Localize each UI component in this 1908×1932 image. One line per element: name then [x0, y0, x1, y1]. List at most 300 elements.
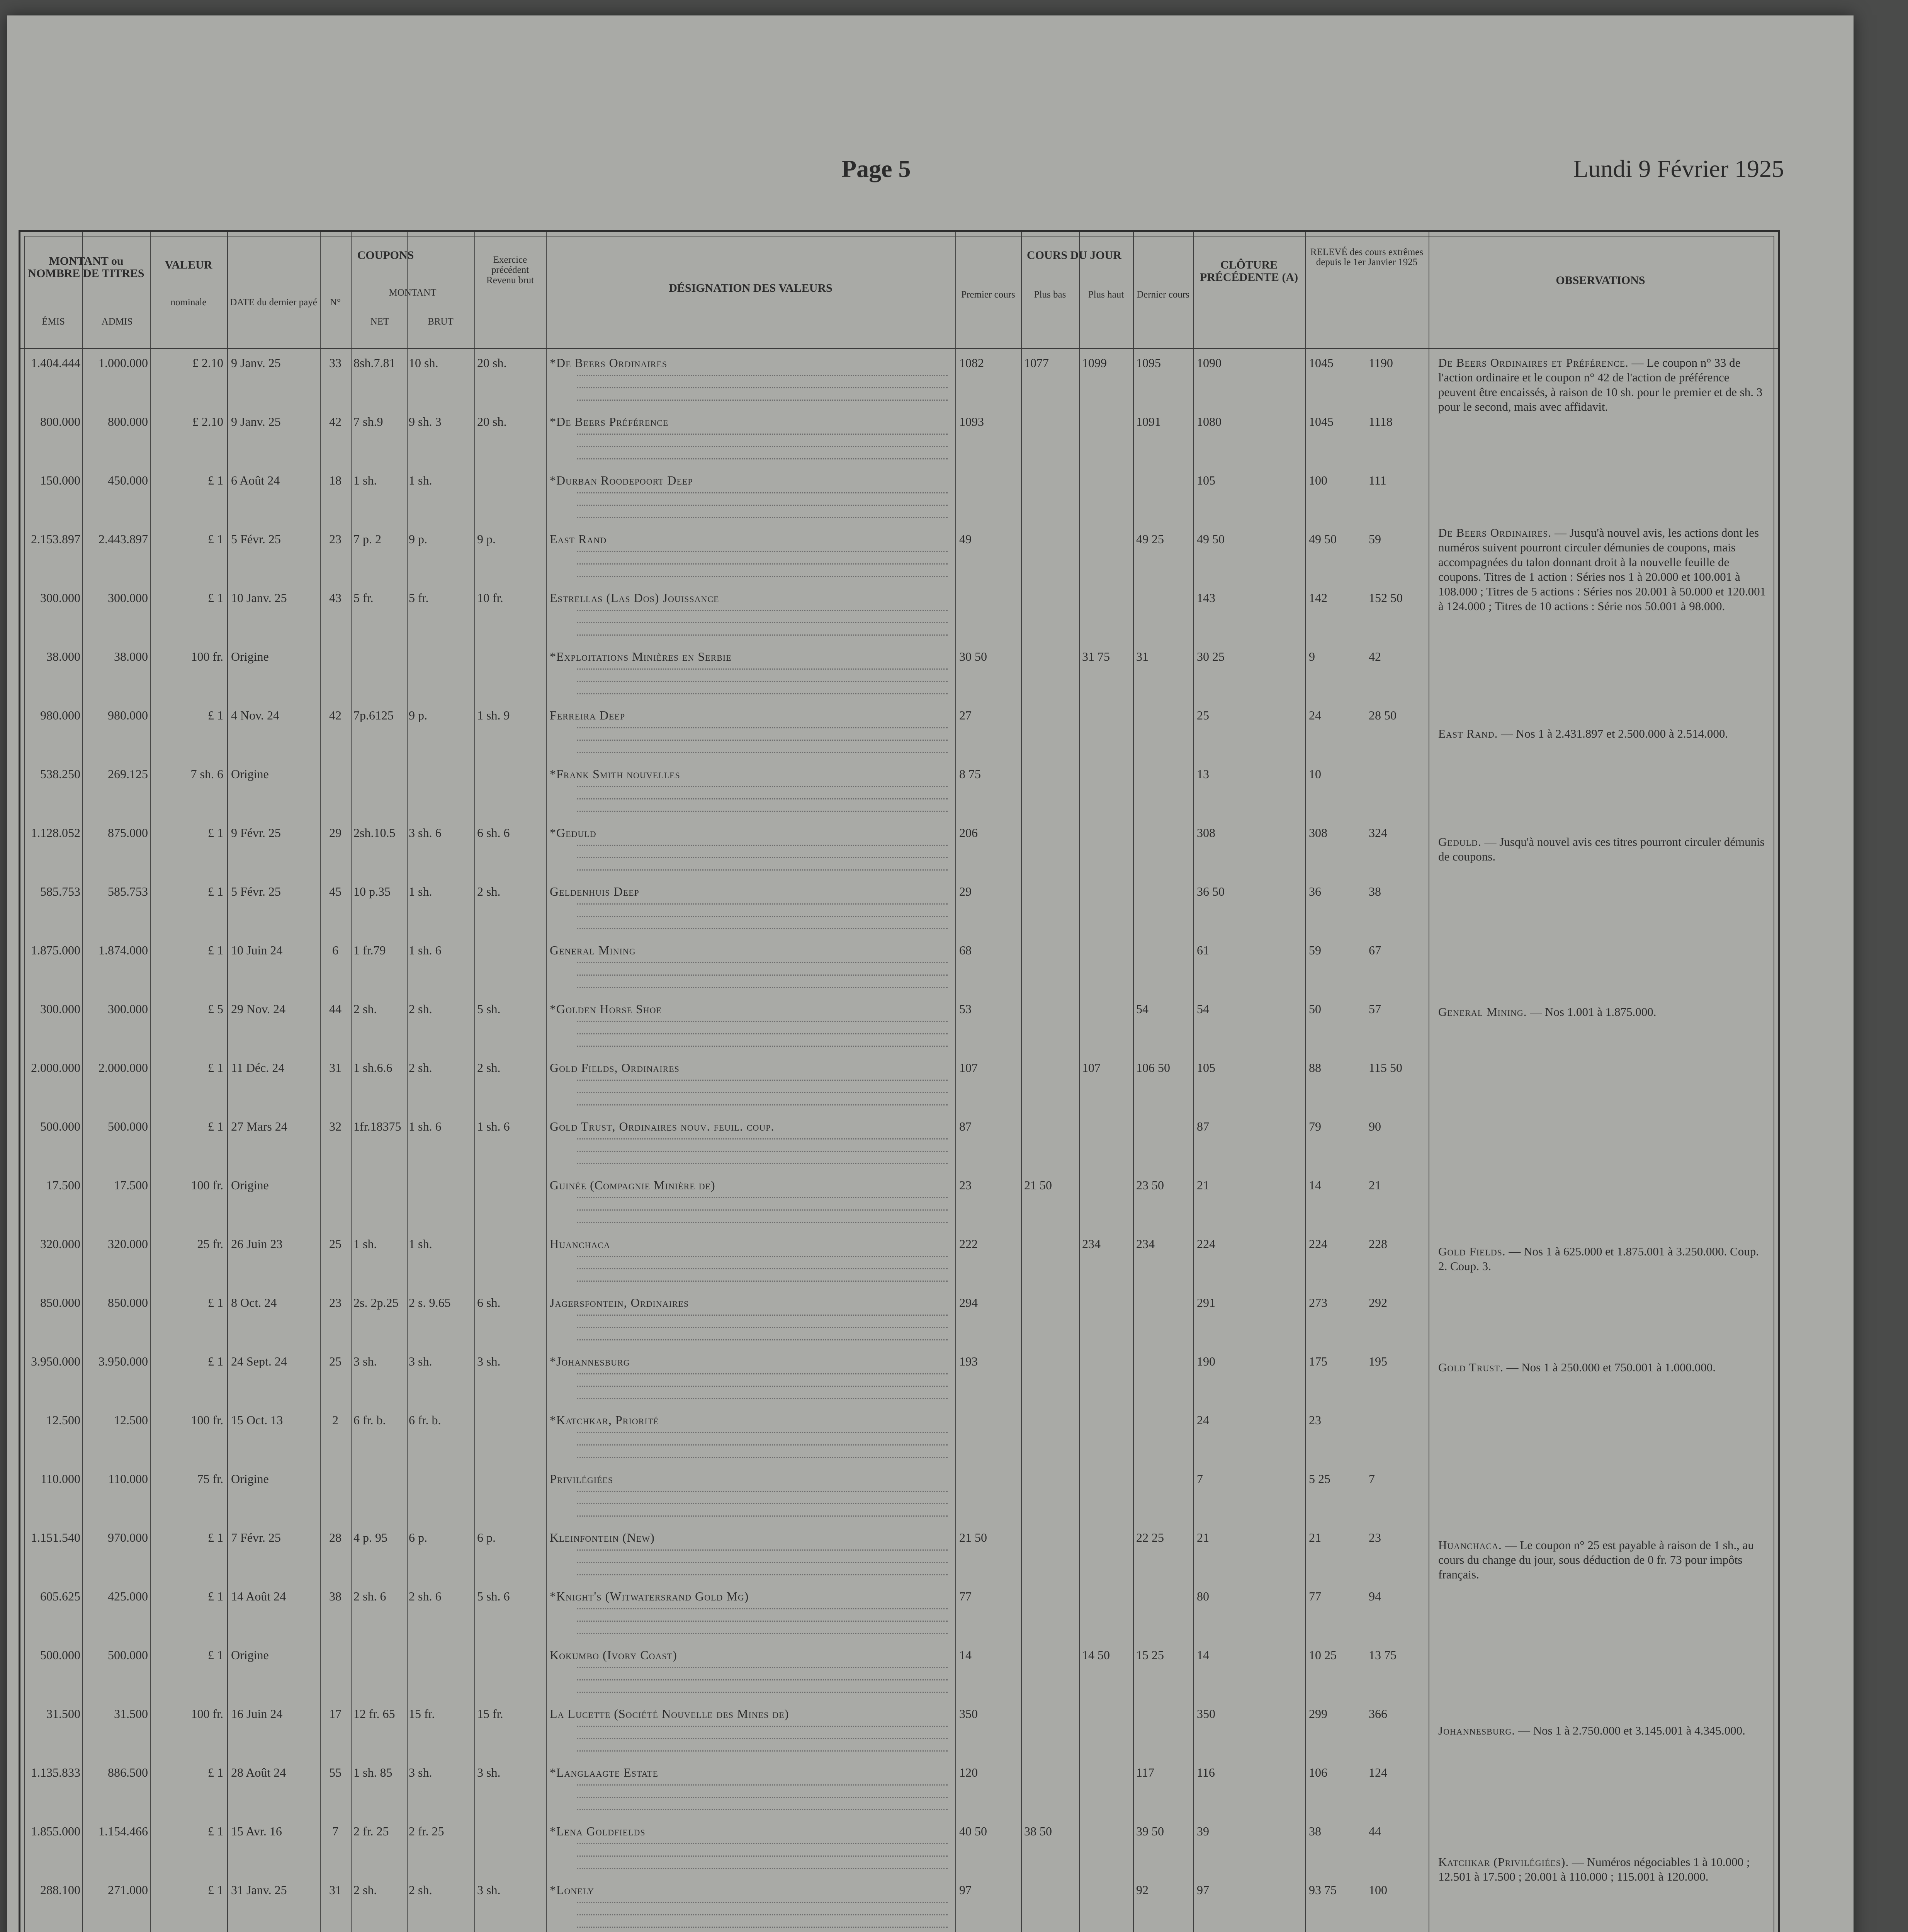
cell-cloture: 21 — [1197, 1178, 1209, 1192]
cell-designation: *Frank Smith nouvelles — [550, 767, 680, 781]
dotted-leader — [577, 1503, 948, 1504]
cell-releve-bas: 292 — [1369, 1296, 1387, 1310]
cell-designation: *Johannesburg — [550, 1354, 630, 1368]
cell-releve-bas: 13 75 — [1369, 1648, 1397, 1662]
cell-releve-bas: 195 — [1369, 1354, 1387, 1368]
dotted-leader — [577, 1315, 948, 1316]
cell-exercice: 6 sh. 6 — [477, 826, 510, 840]
cell-bas: 38 50 — [1024, 1824, 1052, 1838]
dotted-leader — [577, 786, 948, 787]
cell-brut: 15 fr. — [409, 1707, 435, 1721]
cell-net: 6 fr. b. — [353, 1413, 386, 1427]
dotted-leader — [577, 1738, 948, 1739]
dotted-leader — [577, 1667, 948, 1668]
dotted-leader — [577, 1855, 948, 1857]
cell-emis: 1.151.540 — [31, 1531, 80, 1544]
cell-releve-bas: 7 — [1369, 1472, 1375, 1486]
cell-premier: 40 50 — [959, 1824, 987, 1838]
table-row — [20, 943, 1778, 989]
cell-net: 1 sh. — [353, 473, 377, 487]
observation-title: General Mining. — [1438, 1005, 1527, 1019]
header-montant-coupon: MONTANT — [389, 287, 437, 298]
cell-no: 2 — [332, 1413, 338, 1427]
cell-exercice: 6 sh. — [477, 1296, 501, 1310]
cell-brut: 2 sh. — [409, 1002, 432, 1016]
cell-brut: 9 p. — [409, 708, 427, 722]
cell-admis: 886.500 — [108, 1765, 148, 1779]
header-releve: RELEVÉ des cours extrêmes depuis le 1er Janvier 1925 — [1310, 247, 1424, 268]
cell-haut: 107 — [1082, 1061, 1101, 1075]
cell-admis: 500.000 — [108, 1648, 148, 1662]
cell-admis: 980.000 — [108, 708, 148, 722]
cell-exercice: 6 p. — [477, 1531, 496, 1544]
running-head — [7, 147, 1854, 189]
cell-releve-haut: 175 — [1309, 1354, 1327, 1368]
observation-title: Huanchaca. — [1438, 1538, 1502, 1552]
cell-net: 2s. 2p.25 — [353, 1296, 399, 1310]
cell-valeur: £ 1 — [208, 1765, 223, 1779]
cell-premier: 53 — [959, 1002, 972, 1016]
cell-emis: 585.753 — [40, 884, 80, 898]
cell-haut: 234 — [1082, 1237, 1101, 1251]
dotted-leader — [577, 1457, 948, 1458]
cell-admis: 425.000 — [108, 1589, 148, 1603]
cell-emis: 1.875.000 — [31, 943, 80, 957]
cell-dernier: 23 50 — [1136, 1178, 1164, 1192]
cell-releve-bas: 57 — [1369, 1002, 1381, 1016]
table-row — [20, 1648, 1778, 1694]
cell-premier: 30 50 — [959, 650, 987, 663]
cell-releve-haut: 14 — [1309, 1178, 1321, 1192]
cell-designation: *Geduld — [550, 826, 596, 840]
dotted-leader — [577, 1432, 948, 1433]
header-admis: ADMIS — [101, 316, 133, 327]
cell-premier: 23 — [959, 1178, 972, 1192]
cell-valeur: 100 fr. — [191, 650, 223, 663]
dotted-leader — [577, 1327, 948, 1328]
cell-admis: 300.000 — [108, 591, 148, 605]
header-exercice: Exercice précédent Revenu brut — [486, 255, 534, 286]
dotted-leader — [577, 1080, 948, 1081]
header-brut: BRUT — [428, 316, 454, 327]
cell-cloture: 54 — [1197, 1002, 1209, 1016]
cell-date: 31 Janv. 25 — [231, 1883, 287, 1897]
observation-note — [1438, 726, 1767, 741]
cell-valeur: £ 1 — [208, 532, 223, 546]
cell-date: 14 Août 24 — [231, 1589, 286, 1603]
cell-date: 28 Août 24 — [231, 1765, 286, 1779]
cell-designation: Geldenhuis Deep — [550, 884, 639, 898]
cell-no: 33 — [329, 356, 342, 370]
header-plus-bas: Plus bas — [1034, 289, 1066, 300]
cell-brut: 6 p. — [409, 1531, 427, 1544]
dotted-leader — [577, 1092, 948, 1093]
cell-brut: 1 sh. — [409, 1237, 432, 1251]
cell-cloture: 350 — [1197, 1707, 1215, 1721]
cell-cloture: 105 — [1197, 473, 1215, 487]
cell-admis: 800.000 — [108, 415, 148, 429]
cell-date: 10 Juin 24 — [231, 943, 283, 957]
cell-exercice: 9 p. — [477, 532, 496, 546]
cell-date: 5 Févr. 25 — [231, 884, 281, 898]
observation-note — [1438, 1005, 1767, 1019]
observation-title: Katchkar (Privilégiées). — [1438, 1855, 1569, 1869]
cell-net: 2 sh. — [353, 1883, 377, 1897]
cell-designation: Privilégiées — [550, 1472, 613, 1486]
cell-emis: 500.000 — [40, 1648, 80, 1662]
cell-date: 29 Nov. 24 — [231, 1002, 286, 1016]
cell-date: 26 Juin 23 — [231, 1237, 283, 1251]
cell-designation: *De Beers Ordinaires — [550, 356, 668, 370]
cell-bas: 21 50 — [1024, 1178, 1052, 1192]
cell-no: 7 — [332, 1824, 338, 1838]
cell-admis: 1.000.000 — [99, 356, 148, 370]
cell-releve-bas: 23 — [1369, 1531, 1381, 1544]
cell-date: 6 Août 24 — [231, 473, 280, 487]
cell-premier: 1082 — [959, 356, 984, 370]
header-separator — [20, 348, 1778, 349]
cell-valeur: £ 1 — [208, 1061, 223, 1075]
cell-releve-bas: 94 — [1369, 1589, 1381, 1603]
cell-admis: 450.000 — [108, 473, 148, 487]
dotted-leader — [577, 446, 948, 447]
observation-note — [1438, 835, 1767, 864]
header-date-dernier: DATE du dernier payé — [230, 297, 317, 308]
observation-note — [1438, 1360, 1767, 1375]
dotted-leader — [577, 903, 948, 905]
cell-premier: 27 — [959, 708, 972, 722]
cell-brut: 1 sh. — [409, 884, 432, 898]
cell-releve-haut: 308 — [1309, 826, 1327, 840]
cell-designation: *Lonely — [550, 1883, 594, 1897]
table-row — [20, 1119, 1778, 1165]
cell-exercice: 20 sh. — [477, 356, 507, 370]
cell-no: 25 — [329, 1237, 342, 1251]
cell-dernier: 117 — [1136, 1765, 1154, 1779]
cell-premier: 87 — [959, 1119, 972, 1133]
cell-designation: Kleinfontein (New) — [550, 1531, 655, 1544]
cell-emis: 800.000 — [40, 415, 80, 429]
observation-text: — Nos 1.001 à 1.875.000. — [1530, 1005, 1657, 1019]
cell-date: 9 Janv. 25 — [231, 415, 281, 429]
cell-dernier: 22 25 — [1136, 1531, 1164, 1544]
table-row — [20, 1471, 1778, 1518]
cell-releve-bas: 38 — [1369, 884, 1381, 898]
cell-emis: 12.500 — [46, 1413, 80, 1427]
cell-valeur: 100 fr. — [191, 1707, 223, 1721]
cell-valeur: £ 1 — [208, 1119, 223, 1133]
dotted-leader — [577, 634, 948, 636]
cell-premier: 77 — [959, 1589, 972, 1603]
cell-date: 24 Sept. 24 — [231, 1354, 287, 1368]
dotted-leader — [577, 551, 948, 552]
header-net: NET — [370, 316, 389, 327]
cell-no: 32 — [329, 1119, 342, 1133]
newspaper-page — [7, 15, 1854, 1932]
dotted-leader — [577, 576, 948, 577]
cell-cloture: 97 — [1197, 1883, 1209, 1897]
cell-valeur: 75 fr. — [197, 1472, 223, 1486]
cell-admis: 38.000 — [114, 650, 148, 663]
cell-date: 16 Juin 24 — [231, 1707, 283, 1721]
cell-admis: 300.000 — [108, 1002, 148, 1016]
cell-net: 3 sh. — [353, 1354, 377, 1368]
cell-releve-bas: 67 — [1369, 943, 1381, 957]
cell-designation: *Langlaagte Estate — [550, 1765, 658, 1779]
cell-releve-bas: 115 50 — [1369, 1061, 1402, 1075]
cell-valeur: £ 1 — [208, 1824, 223, 1838]
cell-date: 5 Févr. 25 — [231, 532, 281, 546]
dotted-leader — [577, 1033, 948, 1034]
cell-brut: 1 sh. — [409, 473, 432, 487]
cell-emis: 288.100 — [40, 1883, 80, 1897]
dotted-leader — [577, 1444, 948, 1446]
cell-cloture: 80 — [1197, 1589, 1209, 1603]
cell-admis: 500.000 — [108, 1119, 148, 1133]
cell-exercice: 3 sh. — [477, 1354, 501, 1368]
cell-admis: 269.125 — [108, 767, 148, 781]
cell-admis: 110.000 — [108, 1472, 148, 1486]
cell-cloture: 1090 — [1197, 356, 1222, 370]
dotted-leader — [577, 1222, 948, 1223]
observation-title: Johannesburg. — [1438, 1724, 1516, 1737]
dotted-leader — [577, 740, 948, 741]
cell-date: 11 Déc. 24 — [231, 1061, 285, 1075]
table-row — [20, 1295, 1778, 1342]
dotted-leader — [577, 1843, 948, 1844]
cell-releve-haut: 24 — [1309, 708, 1321, 722]
cell-premier: 21 50 — [959, 1531, 987, 1544]
cell-dernier: 49 25 — [1136, 532, 1164, 546]
cell-date: 9 Févr. 25 — [231, 826, 281, 840]
cell-valeur: £ 1 — [208, 884, 223, 898]
cell-releve-haut: 88 — [1309, 1061, 1321, 1075]
cell-net: 2 sh. — [353, 1002, 377, 1016]
cell-no: 29 — [329, 826, 342, 840]
table-row — [20, 1589, 1778, 1635]
dotted-leader — [577, 727, 948, 728]
dotted-leader — [577, 387, 948, 388]
cell-cloture: 308 — [1197, 826, 1215, 840]
cell-valeur: £ 1 — [208, 1589, 223, 1603]
cell-releve-haut: 142 — [1309, 591, 1327, 605]
cell-exercice: 5 sh. 6 — [477, 1589, 510, 1603]
cell-designation: *Durban Roodepoort Deep — [550, 473, 693, 487]
dotted-leader — [577, 622, 948, 623]
page-number: Page 5 — [841, 155, 911, 182]
cell-bas: 1077 — [1024, 356, 1049, 370]
cell-emis: 300.000 — [40, 591, 80, 605]
cell-net: 2sh.10.5 — [353, 826, 396, 840]
cell-emis: 1.855.000 — [31, 1824, 80, 1838]
cell-premier: 14 — [959, 1648, 972, 1662]
dotted-leader — [577, 1281, 948, 1282]
cell-premier: 350 — [959, 1707, 978, 1721]
observation-title: East Rand. — [1438, 727, 1498, 740]
cell-net: 10 p.35 — [353, 884, 391, 898]
cell-valeur: £ 1 — [208, 1296, 223, 1310]
cell-exercice: 2 sh. — [477, 1061, 501, 1075]
cell-cloture: 30 25 — [1197, 650, 1225, 663]
dotted-leader — [577, 1562, 948, 1563]
cell-net: 7 sh.9 — [353, 415, 383, 429]
observation-note — [1438, 1244, 1767, 1274]
cell-releve-bas: 228 — [1369, 1237, 1387, 1251]
dotted-leader — [577, 987, 948, 988]
dotted-leader — [577, 869, 948, 871]
cell-date: 15 Avr. 16 — [231, 1824, 282, 1838]
cell-brut: 6 fr. b. — [409, 1413, 441, 1427]
cell-admis: 1.154.466 — [99, 1824, 148, 1838]
observation-text: — Nos 1 à 2.750.000 et 3.145.001 à 4.345.000. — [1518, 1724, 1745, 1737]
dotted-leader — [577, 1914, 948, 1915]
cell-no: 38 — [329, 1589, 342, 1603]
cell-admis: 2.443.897 — [99, 532, 148, 546]
observation-title: De Beers Ordinaires. — [1438, 526, 1552, 539]
dotted-leader — [577, 975, 948, 976]
cell-releve-bas: 21 — [1369, 1178, 1381, 1192]
table-row — [20, 1883, 1778, 1929]
cell-dernier: 234 — [1136, 1237, 1155, 1251]
cell-exercice: 3 sh. — [477, 1883, 501, 1897]
dotted-leader — [577, 505, 948, 506]
cell-date: 8 Oct. 24 — [231, 1296, 277, 1310]
cell-exercice: 20 sh. — [477, 415, 507, 429]
dotted-leader — [577, 1868, 948, 1869]
cell-valeur: £ 5 — [208, 1002, 223, 1016]
cell-premier: 193 — [959, 1354, 978, 1368]
cell-designation: *De Beers Préférence — [550, 415, 669, 429]
cell-premier: 120 — [959, 1765, 978, 1779]
cell-brut: 3 sh. — [409, 1765, 432, 1779]
cell-brut: 10 sh. — [409, 356, 438, 370]
cell-valeur: £ 1 — [208, 473, 223, 487]
cell-date: Origine — [231, 1648, 269, 1662]
header-plus-haut: Plus haut — [1088, 289, 1124, 300]
header-coupons: COUPONS — [357, 249, 414, 262]
cell-releve-haut: 1045 — [1309, 356, 1334, 370]
cell-admis: 271.000 — [108, 1883, 148, 1897]
table-row — [20, 414, 1778, 461]
dotted-leader — [577, 1574, 948, 1575]
cell-brut: 2 sh. — [409, 1883, 432, 1897]
observation-text: — Le coupon n° 33 de l'action ordinaire et le coupon n° 42 de l'action de préférence peuvent être encaissés, à raison de 10 sh. pour le premier et de sh. 3 pour le second, mais avec affidavit. — [1438, 356, 1763, 413]
cell-valeur: 7 sh. 6 — [190, 767, 223, 781]
cell-no: 17 — [329, 1707, 342, 1721]
dotted-leader — [577, 681, 948, 682]
stock-quotation-table — [19, 230, 1780, 1932]
cell-releve-haut: 10 25 — [1309, 1648, 1337, 1662]
cell-emis: 1.404.444 — [31, 356, 80, 370]
cell-emis: 320.000 — [40, 1237, 80, 1251]
cell-brut: 2 s. 9.65 — [409, 1296, 451, 1310]
cell-releve-bas: 111 — [1369, 473, 1386, 487]
cell-releve-haut: 273 — [1309, 1296, 1327, 1310]
cell-valeur: £ 1 — [208, 591, 223, 605]
cell-no: 23 — [329, 532, 342, 546]
cell-cloture: 1080 — [1197, 415, 1222, 429]
cell-releve-bas: 100 — [1369, 1883, 1387, 1897]
cell-premier: 68 — [959, 943, 972, 957]
observation-title: Geduld. — [1438, 835, 1482, 849]
cell-no: 55 — [329, 1765, 342, 1779]
cell-no: 25 — [329, 1354, 342, 1368]
cell-net: 1 sh.6.6 — [353, 1061, 392, 1075]
cell-net: 1 fr.79 — [353, 943, 386, 957]
dotted-leader — [577, 1256, 948, 1257]
cell-releve-haut: 38 — [1309, 1824, 1321, 1838]
cell-emis: 17.500 — [46, 1178, 80, 1192]
cell-dernier: 54 — [1136, 1002, 1149, 1016]
dotted-leader — [577, 1197, 948, 1198]
cell-releve-bas: 28 50 — [1369, 708, 1397, 722]
cell-releve-haut: 10 — [1309, 767, 1321, 781]
cell-dernier: 1091 — [1136, 415, 1161, 429]
observation-note — [1438, 1855, 1767, 1884]
cell-valeur: £ 1 — [208, 708, 223, 722]
dotted-leader — [577, 1138, 948, 1139]
cell-releve-haut: 49 50 — [1309, 532, 1337, 546]
cell-designation: *Katchkar, Priorité — [550, 1413, 659, 1427]
cell-admis: 1.874.000 — [99, 943, 148, 957]
cell-designation: East Rand — [550, 532, 607, 546]
dotted-leader — [577, 962, 948, 963]
table-row — [20, 767, 1778, 813]
dotted-leader — [577, 1491, 948, 1492]
cell-date: Origine — [231, 1178, 269, 1192]
cell-no: 42 — [329, 415, 342, 429]
table-row — [20, 1413, 1778, 1459]
cell-emis: 538.250 — [40, 767, 80, 781]
dotted-leader — [577, 1927, 948, 1928]
cell-designation: *Knight's (Witwatersrand Gold Mg) — [550, 1589, 749, 1603]
header-emis: ÉMIS — [42, 316, 65, 327]
cell-designation: General Mining — [550, 943, 636, 957]
dotted-leader — [577, 610, 948, 611]
cell-net: 5 fr. — [353, 591, 374, 605]
cell-releve-haut: 21 — [1309, 1531, 1321, 1544]
cell-designation: *Lena Goldfields — [550, 1824, 646, 1838]
cell-releve-haut: 79 — [1309, 1119, 1321, 1133]
observation-title: Gold Fields. — [1438, 1245, 1506, 1258]
cell-releve-haut: 224 — [1309, 1237, 1327, 1251]
dotted-leader — [577, 375, 948, 376]
cell-emis: 3.950.000 — [31, 1354, 80, 1368]
cell-exercice: 10 fr. — [477, 591, 503, 605]
cell-date: Origine — [231, 1472, 269, 1486]
cell-date: 27 Mars 24 — [231, 1119, 287, 1133]
observation-text: — Le coupon n° 25 est payable à raison de 1 sh., au cours du change du jour, sous déduction de 0 fr. 73 pour impôts français. — [1438, 1538, 1754, 1581]
dotted-leader — [577, 1163, 948, 1164]
dotted-leader — [577, 1797, 948, 1798]
cell-designation: Gold Fields, Ordinaires — [550, 1061, 680, 1075]
dotted-leader — [577, 928, 948, 929]
header-dernier: Dernier cours — [1137, 289, 1189, 300]
cell-exercice: 5 sh. — [477, 1002, 501, 1016]
cell-admis: 31.500 — [114, 1707, 148, 1721]
cell-premier: 8 75 — [959, 767, 981, 781]
cell-valeur: £ 2.10 — [192, 415, 223, 429]
dotted-leader — [577, 1633, 948, 1634]
cell-no: 6 — [332, 943, 338, 957]
cell-no: 45 — [329, 884, 342, 898]
dotted-leader — [577, 1784, 948, 1786]
cell-premier: 222 — [959, 1237, 978, 1251]
cell-cloture: 39 — [1197, 1824, 1209, 1838]
dotted-leader — [577, 400, 948, 401]
header-designation: DÉSIGNATION DES VALEURS — [669, 282, 833, 294]
cell-cloture: 14 — [1197, 1648, 1209, 1662]
